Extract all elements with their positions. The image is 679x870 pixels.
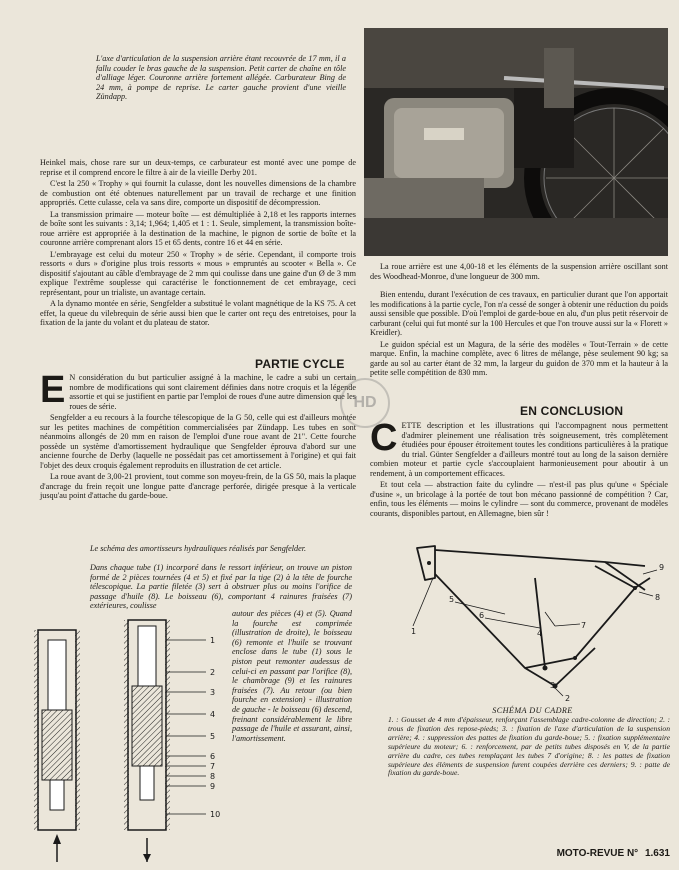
motorcycle-engine-photo (364, 28, 668, 256)
label: 7 (210, 762, 216, 771)
paragraph: La transmission primaire — moteur boîte — est démultipliée à 2,18 et les rapports internes de boîte sont les suivants : 3,14; 1,964; 1,405 et 1 : 1. Seule, simplement, la transmission boîte-roue arrière est appropriée à la destination de la machine, le pignon de sortie de boîte et la couronne arrière comprenant alors 15 et 65 dents, contre 16 et 44 en série. (40, 209, 356, 247)
drop-cap: E (40, 369, 66, 411)
label: 3 (550, 681, 556, 690)
label: 2 (565, 694, 571, 703)
left-tube-drawing (34, 630, 80, 862)
label: 4 (210, 710, 216, 719)
label: 6 (210, 752, 216, 761)
shock-caption-title: Le schéma des amortisseurs hydrauliques réalisés par Sengfelder. (90, 544, 307, 553)
label: 9 (659, 563, 665, 572)
label: 7 (581, 621, 587, 630)
paragraph: Bien entendu, durant l'exécution de ces travaux, en particulier durant que l'on apportait les modifications à la partie cycle, l'on n'a cessé de songer à obtenir une réduction du poids aussi sensible que possible. D'où l'emploi de garde-boue en alu, d'un plus petit réservoir de carburant (celui qui fut monté sur la 100 Hercules et que l'on trouve aussi sur la « Florett » Kreidler). (370, 290, 668, 337)
label: 3 (210, 688, 216, 697)
top-photo-caption: L'axe d'articulation de la suspension arrière étant recouvrée de 17 mm, il a fallu couder le bras gauche de la suspension. Petit carter de chaîne en tôle d'alliage léger. Couronne arrière fortement allégée. Carburateur Bing de 24 mm, à pompe de reprise. Le carter gauche provient d'une vieille Zündapp. (96, 54, 346, 102)
label: 6 (479, 611, 485, 620)
paragraph: ETTE description et les illustrations qui l'accompagnent nous permettent d'admirer pleinement une réalisation très soigneusement, très complètement étudiées pour épouser étroitement toutes les conditions particulières à la pratique du trial. Günter Sengfelder a d'ailleurs montré tout au long de la saison dernière combien moteur et partie cycle s'accouplaient harmonieusement pour aboutir à un rendement, à un comportement efficaces. (370, 421, 668, 478)
label: 4 (537, 629, 543, 638)
frame-diagram-legend: 1. : Gousset de 4 mm d'épaisseur, renforçant l'assemblage cadre-colonne de direction; 2. : trous de fixation des repose-pieds; 3. : fixation de l'axe d'articulation de la suspension arrière; 4. : suppression des pattes de fixation du garde-boue; 5. : fixation supplémentaire supérieure du moteur; 6. : renforcement, par de petits tubes disposés en V, de la partie arrière du cadre, ces tubes remplaçant les tubes 7 d'origine; 8. : les pattes de fixation supérieure des éléments de suspension furent coupées derrière ces derniers; 9. : patte de fixation du garde-boue. (388, 715, 670, 778)
label: 2 (210, 668, 216, 677)
section-heading-partie-cycle: PARTIE CYCLE (255, 357, 345, 371)
shock-caption-text-continued: autour des pièces (4) et (5). Quand la fourche est comprimée (illustration de droite), le boisseau (6) remonte et l'huile se trouvant enclose dans le tube (1) sous le piston peut remonter audessus de celui-ci en passant par l'orifice (8), le chambrage (9) et les rainures fraisées (7). Au retour (ou bien fourche en extension) - illustration de gauche - le boisseau (6) descend, freinant considérablement le libre passage de l'huile et assurant, ainsi, l'amortissement. (232, 609, 352, 743)
label: 1 (411, 627, 417, 636)
page-footer (500, 848, 670, 859)
paragraph: Et tout cela — abstraction faite du cylindre — n'est-il pas plus qu'une « Spéciale d'usine », un bricolage à la portée de tout bon mécano passionné de compétition ? Car, enfin, tous les éléments — moins le cylindre — sont du commerce, provenant de modèles courants, disponibles partout, en Allemagne, bien sûr ! (370, 480, 668, 518)
paragraph: Sengfelder a eu recours à la fourche télescopique de la G 50, celle qui est d'ailleurs montée sur les petites machines de compétition commercialisées par Zündapp. Les tubes en sont néanmoins allongés de 20 mm en raison de l'emploi d'une roue avant de 21". Cette fourche possède un système d'amortissement hydraulique que Sengfelder éprouva d'abord sur une ancienne fourche de Derby (laquelle ne possédait pas cet amortissement à l'origine) et qui fait l'objet des deux croquis également reproduits en illustration de cet article. (40, 413, 356, 470)
label: 5 (449, 595, 455, 604)
right-column-text (370, 290, 668, 380)
paragraph: N considération du but particulier assigné à la machine, le cadre a subi un certain nombre de modifications qui sont clairement définies dans notre croquis et la légende assortie et qui se justifient en partie par l'emploi de roues d'une autre dimension que les roues de série. (69, 373, 356, 411)
right-tube-drawing (124, 620, 170, 862)
shock-absorber-diagram (20, 600, 245, 862)
photo-caption: La roue arrière est une 4,00-18 et les éléments de la suspension arrière oscillant sont des Woodhead-Monroe, d'une longueur de 300 mm. (370, 262, 668, 281)
label: 8 (210, 772, 216, 781)
partie-cycle-text (40, 369, 356, 503)
paragraph: Heinkel mais, chose rare sur un deux-temps, ce carburateur est monté avec une pompe de reprise et il comprend encore le filtre à air de la vieille Derby 201. (40, 158, 356, 177)
magazine-name: MOTO-REVUE N° (556, 848, 639, 859)
paragraph: Le guidon spécial est un Magura, de la série des modèles « Tout-Terrain » de cette marque. Enfin, la machine complète, avec 6 litres de mélange, pèse seulement 90 kg; sa garde au sol au carter étant de 32 mm, la largeur du guidon de 370 mm et la hauteur à la petite selle compétition de 830 mm. (370, 339, 668, 377)
section-heading-conclusion: EN CONCLUSION (520, 404, 624, 418)
watermark-logo: HD (340, 378, 390, 428)
issue-number: 1.631 (644, 848, 670, 859)
drop-cap: C (370, 417, 398, 459)
label: 5 (210, 732, 216, 741)
frame-diagram (395, 518, 670, 703)
shock-caption-text: Dans chaque tube (1) incorporé dans le ressort inférieur, on trouve un piston formé de 2 pièces tournées (4 et 5) et fixé par la tige (2) à la tête de fourche télescopique. La partie filetée (3) sert à obstruer plus ou moins l'orifice de passage d'huile (8). Le boisseau (6), comportant 4 rainures fraisées (7) extérieures, coulisse (90, 563, 352, 611)
paragraph: L'embrayage est celui du moteur 250 « Trophy » de série. Cependant, il comporte trois ressorts « durs » d'origine plus trois ressorts « mous » empruntés au scooter « Bella ». Ce dispositif s'ajoutant au câble d'embrayage de 2 mm qui coulisse dans une gaine d'un Ø de 3 mm explique l'extrême souplesse qui caractérise le fonctionnement de cet embrayage, ceci représentant, pour un trialiste, un avantage certain. (40, 249, 356, 297)
paragraph: C'est la 250 « Trophy » qui fournit la culasse, dont les nouvelles dimensions de la chambre de combustion ont été obtenues naturellement par un travail de recharge et une finition appropriés. Cette culasse, cela va sans dire, comporte un dispositif de décompression. (40, 179, 356, 207)
frame-diagram-title: SCHÉMA DU CADRE (492, 706, 573, 715)
label: 8 (655, 593, 661, 602)
label: 1 (210, 636, 216, 645)
label: 9 (210, 782, 216, 791)
paragraph: A la dynamo montée en série, Sengfelder a substitué le volant magnétique de la KS 75. A cet effet, la queue du vilebrequin de série aussi bien que le carter ont reçu des entretoises, pour la fixation de la jante du volant et du plateau de stator. (40, 299, 356, 327)
paragraph: La roue avant de 3,00-21 provient, tout comme son moyeu-frein, de la GS 50, mais la plaque d'ancrage du frein reçoit une longue patte d'ancrage perforée, dirigée presque à la verticale jusqu'au point d'attache du garde-boue. (40, 472, 356, 500)
conclusion-text (370, 417, 668, 520)
left-column-text (40, 158, 356, 330)
label: 10 (210, 810, 221, 819)
